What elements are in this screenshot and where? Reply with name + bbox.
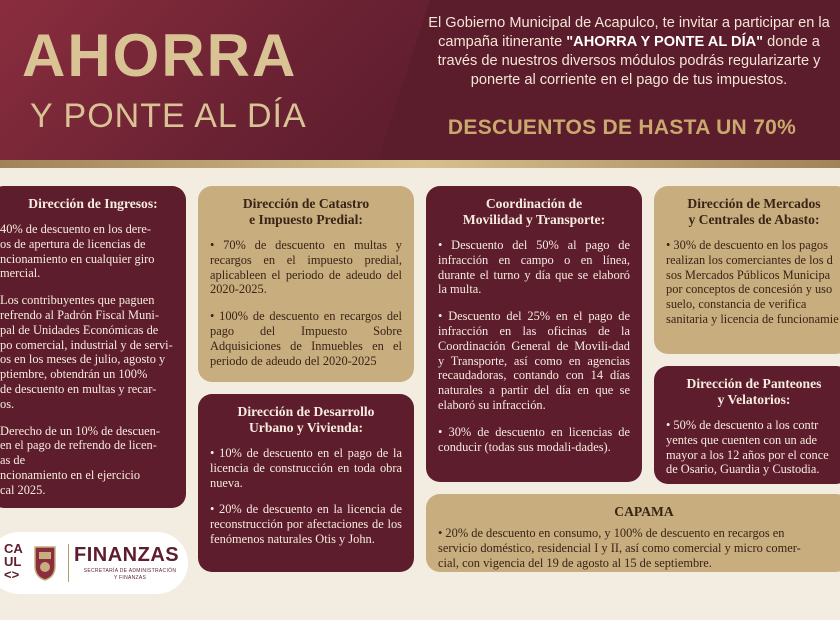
card-item: • 20% de descuento en la licencia de reconstrucción por afectaciones de los fenómenos naturales Otis y John. xyxy=(210,502,402,546)
card-title: Dirección de Desarrollo Urbano y Vivienda: xyxy=(237,404,375,435)
card-item: • 10% de descuento en el pago de la licencia de construcción en toda obra nueva. xyxy=(210,446,402,490)
municipal-seal-icon xyxy=(32,544,58,582)
card-panteones xyxy=(654,366,840,484)
card-title: CAPAMA xyxy=(614,504,674,519)
card-title: Dirección de Ingresos: xyxy=(28,196,158,211)
card-desarrollo-urbano xyxy=(198,394,414,572)
finanzas-logo: FINANZAS xyxy=(74,544,180,566)
card-movilidad xyxy=(426,186,642,482)
intro-text-post: donde a través de nuestros diversos módulos podrás regularizarte y ponerte al corriente en el pago de tus impuestos. xyxy=(437,34,821,88)
campaign-subtitle: Y PONTE AL DÍA xyxy=(30,97,307,135)
card-title: Dirección de Panteones y Velatorios: xyxy=(686,376,822,407)
finanzas-logo-subtitle: SECRETARÍA DE ADMINISTRACIÓN Y FINANZAS xyxy=(83,568,177,581)
card-item: • Descuento del 50% al pago de infracción en campo o en línea, durante el turno y día que se elaboró la multa. xyxy=(438,238,630,297)
card-item: • Descuento del 25% en el pago de infracción en las oficinas de la Coordinación General de Movili-dad y Transporte, así como en agencias recaudadoras, contando con 14 días naturales a partir del día en que se elaboró su infracción. xyxy=(438,309,630,412)
card-title: Coordinación de Movilidad y Transporte: xyxy=(462,196,606,227)
footer-logos xyxy=(0,532,188,594)
card-mercados xyxy=(654,186,840,354)
card-item: 40% de descuento en los dere- os de apertura de licencias de ncionamiento en cualquier giro mercial. xyxy=(0,222,155,281)
card-item: • 50% de descuento a los contr yentes que cuenten con un ade mayor a los 12 años por el conce de Osario, Guardia y Custodia. xyxy=(666,418,829,477)
card-catastro xyxy=(198,186,414,382)
card-item: • 30% de descuento en los pagos realizan los comerciantes de los d sos Mercados Públicos Municipa por conceptos de concesión y uso suelo, constancia de verifica sanitaria y licencia de funcionamie xyxy=(666,238,839,326)
intro-text-pre: El Gobierno Municipal de Acapulco, te invitar a participar en la campaña itinerante xyxy=(428,15,830,50)
gold-divider-stripe xyxy=(0,160,840,168)
logo-divider xyxy=(68,544,69,582)
intro-campaign-name: "AHORRA Y PONTE AL DÍA" xyxy=(566,34,764,50)
intro-text xyxy=(428,14,830,90)
card-item: • 20% de descuento en consumo, y 100% de descuento en recargos en servicio doméstico, residencial I y II, así como comercial y micro comer- cial, con vigencia del 19 de agosto al 15 de septiembre. xyxy=(438,526,801,570)
card-item: • 30% de descuento en licencias de conducir (todas sus modali-dades). xyxy=(438,424,630,454)
discount-banner: DESCUENTOS DE HASTA UN 70% xyxy=(447,116,797,139)
card-item: Los contribuyentes que paguen refrendo al Padrón Fiscal Muni- pal de Unidades Económicas de po comercial, industrial y de servi- os en los meses de julio, agosto y ptiembre, obtendrán un 100% de descuento en multas y recar- os. xyxy=(0,293,173,411)
card-ingresos xyxy=(0,186,186,508)
card-capama xyxy=(426,494,840,572)
acapulco-logo: CA UL <> xyxy=(4,541,23,582)
campaign-title: AHORRA xyxy=(22,22,298,89)
card-title: Dirección de Catastro e Impuesto Predial: xyxy=(242,196,370,227)
card-title: Dirección de Mercados y Centrales de Abasto: xyxy=(687,196,821,227)
card-item: • 100% de descuento en recargos del pago del Impuesto Sobre Adquisiciones de Inmuebles en el periodo de adeudo del 2020-2025 xyxy=(210,309,402,368)
card-item: Derecho de un 10% de descuen- en el pago de refrendo de licen- as de ncionamiento en el ejercicio cal 2025. xyxy=(0,423,160,497)
card-item: • 70% de descuento en multas y recargos en el impuesto predial, aplicableen el periodo de adeudo del 2020-2025. xyxy=(210,238,402,297)
